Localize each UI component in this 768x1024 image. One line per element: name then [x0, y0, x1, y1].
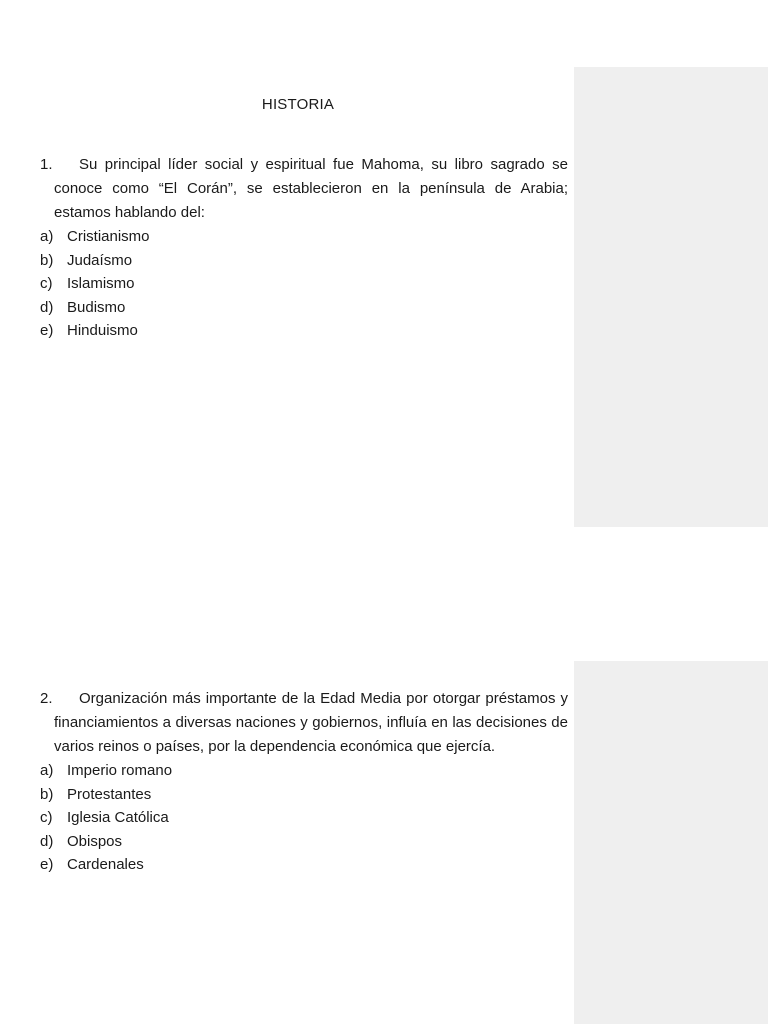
option-text: Budismo: [67, 298, 126, 316]
answer-option: [40, 853, 568, 877]
question-stem: [40, 687, 568, 759]
answer-option: [40, 759, 568, 783]
option-letter: e): [40, 856, 54, 874]
answer-option: [40, 319, 568, 343]
answer-option: [40, 225, 568, 249]
question-text: Organización más importante de la Edad Media por otorgar préstamos y financiamientos a diversas naciones y gobiernos, influía en las decisiones de varios reinos o países, por la dependencia económica que ejercía.: [54, 690, 568, 755]
option-text: Hinduismo: [67, 322, 138, 340]
option-letter: a): [40, 762, 54, 779]
answer-option: [40, 806, 568, 830]
question-text: Su principal líder social y espiritual fue Mahoma, su libro sagrado se conoce como “El Corán”, se establecieron en la península de Arabia; estamos hablando del:: [54, 156, 568, 221]
answer-options: [40, 225, 568, 343]
question-number: 2.: [40, 690, 53, 707]
comment-margin-panel: [574, 661, 768, 1024]
question-2: [40, 687, 568, 877]
page-title: HISTORIA: [261, 96, 335, 113]
option-letter: a): [40, 228, 54, 245]
option-letter: b): [40, 785, 54, 803]
answer-option: [40, 830, 568, 854]
answer-option: [40, 249, 568, 273]
question-1: [40, 153, 568, 343]
option-text: Obispos: [67, 832, 123, 850]
answer-option: [40, 272, 568, 296]
option-text: Islamismo: [67, 275, 135, 293]
option-text: Cardenales: [67, 856, 144, 874]
option-text: Iglesia Católica: [67, 809, 169, 827]
answer-option: [40, 783, 568, 807]
option-letter: c): [40, 275, 53, 293]
option-letter: d): [40, 832, 54, 850]
option-letter: d): [40, 298, 54, 316]
question-stem: [40, 153, 568, 225]
answer-option: [40, 296, 568, 320]
option-text: Judaísmo: [67, 251, 133, 269]
option-text: Cristianismo: [67, 228, 150, 245]
comment-margin-panel: [574, 67, 768, 527]
option-letter: e): [40, 322, 54, 340]
option-letter: c): [40, 809, 53, 827]
option-text: Imperio romano: [67, 762, 173, 779]
option-text: Protestantes: [67, 785, 152, 803]
answer-options: [40, 759, 568, 877]
option-letter: b): [40, 251, 54, 269]
question-number: 1.: [40, 156, 53, 173]
